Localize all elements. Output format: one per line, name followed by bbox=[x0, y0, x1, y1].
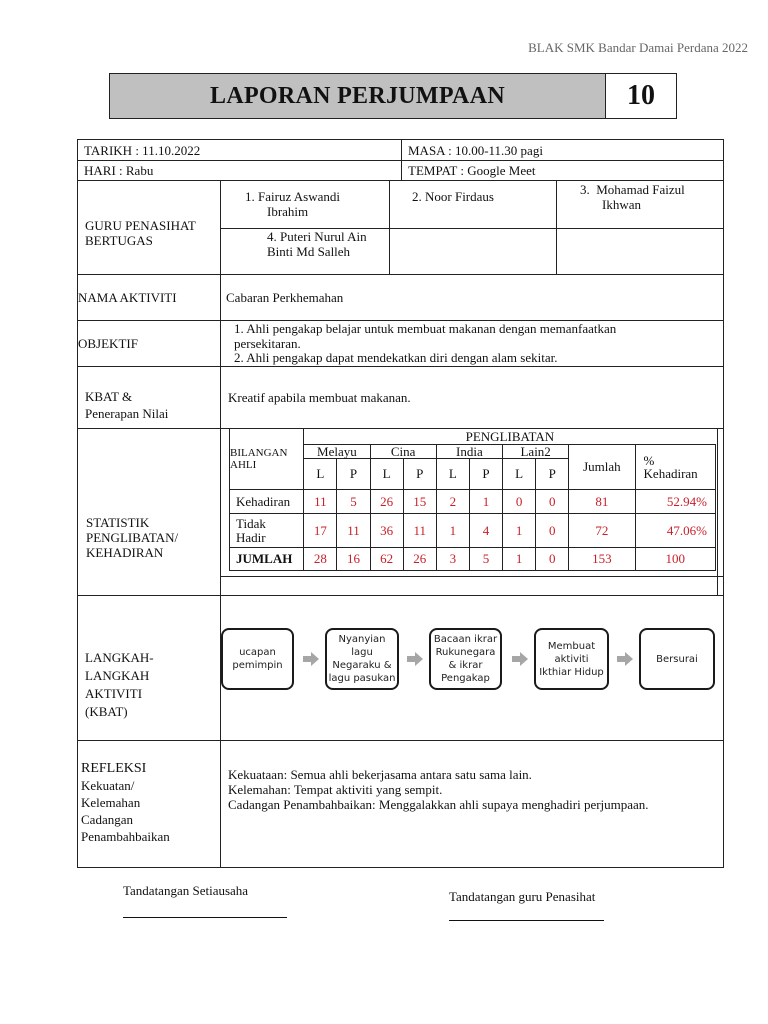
cell: 0 bbox=[503, 490, 536, 514]
divider bbox=[220, 180, 221, 868]
teacher-4: 4. Puteri Nurul Ain Binti Md Salleh bbox=[267, 229, 367, 259]
divider bbox=[717, 428, 718, 595]
kbat-value: Kreatif apabila membuat makanan. bbox=[228, 390, 411, 405]
tarikh: TARIKH : 11.10.2022 bbox=[84, 143, 201, 158]
pct-header: % Kehadiran bbox=[635, 445, 715, 490]
arrow-right-icon bbox=[407, 652, 423, 666]
gender-header: L bbox=[370, 459, 403, 490]
step-5-box: Bersurai bbox=[639, 628, 715, 690]
table-row bbox=[230, 548, 716, 571]
pct-cell: 52.94% bbox=[635, 490, 715, 514]
cell: 1 bbox=[503, 548, 536, 571]
divider bbox=[220, 576, 724, 577]
gender-header: L bbox=[436, 459, 469, 490]
gender-header: P bbox=[469, 459, 502, 490]
meeting-number: 10 bbox=[627, 80, 655, 111]
cell: 11 bbox=[337, 514, 370, 548]
gender-header: P bbox=[403, 459, 436, 490]
divider bbox=[77, 740, 724, 741]
cell: 0 bbox=[536, 514, 569, 548]
teacher-2: 2. Noor Firdaus bbox=[412, 189, 494, 204]
objektif-line-1: 1. Ahli pengakap belajar untuk membuat makanan dengan memanfaatkan bbox=[234, 321, 617, 336]
objektif-label: OBJEKTIF bbox=[78, 336, 138, 351]
cell: 11 bbox=[304, 490, 337, 514]
jumlah-cell: 72 bbox=[569, 514, 635, 548]
signature-guru-label: Tandatangan guru Penasihat bbox=[449, 889, 596, 904]
divider bbox=[77, 180, 724, 181]
arrow-right-icon bbox=[617, 652, 633, 666]
cell: 0 bbox=[536, 548, 569, 571]
guru-label: GURU PENASIHAT BERTUGAS bbox=[85, 218, 196, 248]
cadangan: Cadangan Penambahbaikan: Menggalakkan ahli supaya menghadiri perjumpaan. bbox=[228, 797, 649, 812]
kekuatan: Kekuataan: Semua ahli bekerjasama antara satu sama lain. bbox=[228, 767, 532, 782]
objektif-line-3: 2. Ahli pengakap dapat mendekatkan diri dengan alam sekitar. bbox=[234, 350, 558, 365]
statistik-label: STATISTIK PENGLIBATAN/ KEHADIRAN bbox=[86, 515, 179, 560]
race-header: India bbox=[436, 445, 502, 459]
corner-header: BILANGAN AHLI bbox=[230, 429, 304, 490]
hari: HARI : Rabu bbox=[84, 163, 154, 178]
cell: 26 bbox=[370, 490, 403, 514]
masa: MASA : 10.00-11.30 pagi bbox=[408, 143, 543, 158]
teacher-3: 3. Mohamad Faizul Ikhwan bbox=[580, 182, 685, 212]
refleksi-label: REFLEKSI Kekuatan/ Kelemahan Cadangan Penambahbaikan bbox=[81, 761, 170, 844]
row-label: JUMLAH bbox=[230, 548, 304, 571]
row-label: Kehadiran bbox=[230, 490, 304, 514]
cell: 26 bbox=[403, 548, 436, 571]
refleksi-content bbox=[228, 767, 649, 812]
cell: 0 bbox=[536, 490, 569, 514]
gender-header: P bbox=[536, 459, 569, 490]
arrow-right-icon bbox=[303, 652, 319, 666]
tempat: TEMPAT : Google Meet bbox=[408, 163, 536, 178]
step-2-box: Nyanyian lagu Negaraku & lagu pasukan bbox=[325, 628, 399, 690]
cell: 1 bbox=[436, 514, 469, 548]
cell: 11 bbox=[403, 514, 436, 548]
signature-setiausaha-label: Tandatangan Setiausaha bbox=[123, 883, 249, 898]
table-row bbox=[230, 490, 716, 514]
header-note: BLAK SMK Bandar Damai Perdana 2022 bbox=[528, 40, 748, 55]
langkah-label: LANGKAH- LANGKAH AKTIVITI (KBAT) bbox=[85, 650, 154, 719]
cell: 5 bbox=[337, 490, 370, 514]
attendance-table bbox=[229, 428, 716, 571]
step-4-box: Membuat aktiviti Ikthiar Hidup bbox=[534, 628, 609, 690]
report-title: LAPORAN PERJUMPAAN bbox=[110, 74, 606, 118]
divider bbox=[389, 180, 390, 274]
table-row bbox=[230, 514, 716, 548]
cell: 62 bbox=[370, 548, 403, 571]
nama-aktiviti-label: NAMA AKTIVITI bbox=[78, 290, 177, 305]
cell: 4 bbox=[469, 514, 502, 548]
jumlah-cell: 81 bbox=[569, 490, 635, 514]
arrow-right-icon bbox=[512, 652, 528, 666]
step-1-box: ucapan pemimpin bbox=[221, 628, 294, 690]
cell: 1 bbox=[503, 514, 536, 548]
gender-header: P bbox=[337, 459, 370, 490]
group-header: PENGLIBATAN bbox=[304, 429, 716, 445]
gender-header: L bbox=[503, 459, 536, 490]
objektif-line-2: persekitaran. bbox=[234, 336, 301, 351]
divider bbox=[77, 274, 724, 275]
race-header: Melayu bbox=[304, 445, 370, 459]
cell: 17 bbox=[304, 514, 337, 548]
kbat-label: KBAT & Penerapan Nilai bbox=[85, 389, 169, 421]
teacher-1: 1. Fairuz Aswandi Ibrahim bbox=[245, 189, 340, 219]
row-label: Tidak Hadir bbox=[230, 514, 304, 548]
cell: 36 bbox=[370, 514, 403, 548]
divider bbox=[77, 366, 724, 367]
kelemahan: Kelemahan: Tempat aktiviti yang sempit. bbox=[228, 782, 443, 797]
cell: 15 bbox=[403, 490, 436, 514]
race-header: Cina bbox=[370, 445, 436, 459]
jumlah-cell: 153 bbox=[569, 548, 635, 571]
signature-setiausaha-line bbox=[123, 917, 287, 918]
divider bbox=[77, 595, 724, 596]
gender-header: L bbox=[304, 459, 337, 490]
pct-cell: 100 bbox=[635, 548, 715, 571]
jumlah-header: Jumlah bbox=[569, 445, 635, 490]
cell: 2 bbox=[436, 490, 469, 514]
pct-cell: 47.06% bbox=[635, 514, 715, 548]
cell: 5 bbox=[469, 548, 502, 571]
cell: 1 bbox=[469, 490, 502, 514]
cell: 28 bbox=[304, 548, 337, 571]
cell: 3 bbox=[436, 548, 469, 571]
cell: 16 bbox=[337, 548, 370, 571]
divider bbox=[401, 139, 402, 180]
step-3-box: Bacaan ikrar Rukunegara & ikrar Pengakap bbox=[429, 628, 502, 690]
title-box bbox=[109, 73, 677, 119]
nama-aktiviti-value: Cabaran Perkhemahan bbox=[226, 290, 344, 305]
signature-guru-line bbox=[449, 920, 604, 921]
divider bbox=[556, 180, 557, 274]
race-header: Lain2 bbox=[503, 445, 569, 459]
